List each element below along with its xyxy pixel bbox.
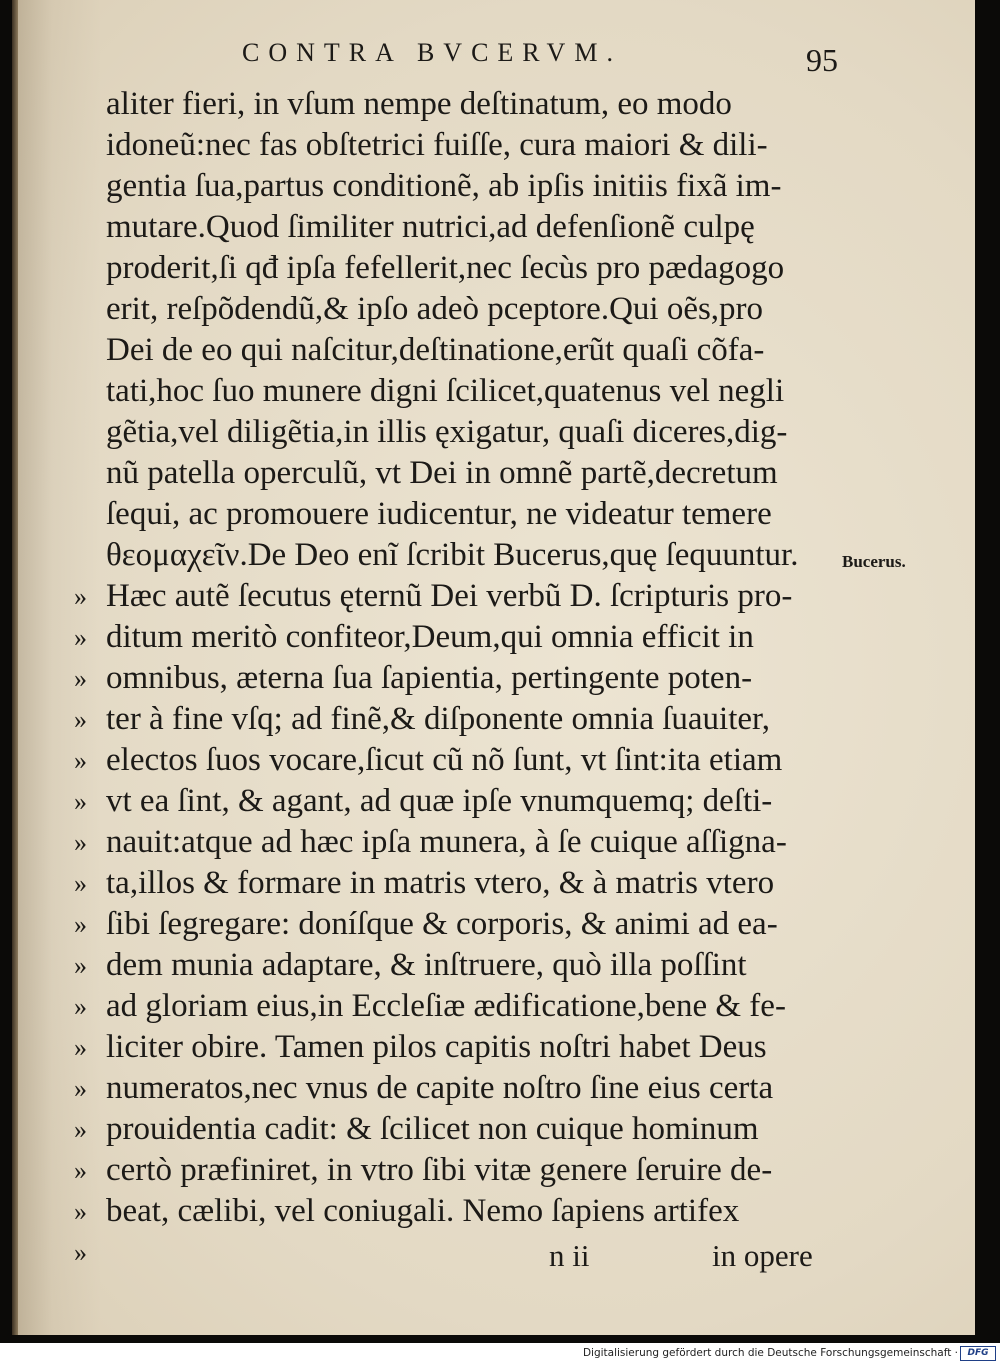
running-title: CONTRA BVCERVM.: [242, 38, 622, 67]
text-line: gentia ſua,partus conditionẽ, ab ipſis initiis fixã im-: [106, 168, 782, 204]
text-line: ditum meritò confiteor,Deum,qui omnia efficit in: [106, 619, 754, 655]
text-line: Dei de eo qui naſcitur,deſtinatione,erũt quaſi cõfa-: [106, 332, 765, 368]
text-line: ta,illos & formare in matris vtero, & à matris vtero: [106, 865, 775, 901]
text-line: mutare.Quod ſimiliter nutrici,ad defenſionẽ culpę: [106, 209, 755, 245]
quote-mark: »: [74, 869, 87, 898]
footer-credit: Digitalisierung gefördert durch die Deutsche Forschungsgemeinschaft ·: [582, 1347, 958, 1359]
text-line: electos ſuos vocare,ſicut cũ nõ ſunt, vt ſint:ita etiam: [106, 742, 783, 778]
quote-mark: »: [74, 828, 87, 857]
catchword: in opere: [712, 1238, 813, 1273]
text-line: numeratos,nec vnus de capite noſtro ſine eius certa: [106, 1070, 774, 1106]
text-line: certò præfiniret, in vtro ſibi vitæ genere ſeruire de-: [106, 1152, 773, 1188]
text-line: proderit,ſi qđ ipſa fefellerit,nec ſecùs pro pædagogo: [106, 250, 785, 286]
quote-mark: »: [74, 1238, 87, 1267]
text-line: ter à fine vſq; ad finẽ,& diſponente omnia ſuauiter,: [106, 701, 770, 737]
page-gutter: [12, 0, 18, 1335]
text-line: tati,hoc ſuo munere digni ſcilicet,quatenus vel negli: [106, 373, 785, 409]
quote-mark: »: [74, 705, 87, 734]
text-line: Hæc autẽ ſecutus ęternũ Dei verbũ D. ſcripturis pro-: [106, 578, 793, 614]
text-line: ſibi ſegregare: doníſque & corporis, & animi ad ea-: [106, 906, 778, 942]
text-line: gẽtia,vel diligẽtia,in illis ęxigatur, quaſi diceres,dig-: [106, 414, 788, 450]
text-line: aliter fieri, in vſum nempe deſtinatum, eo modo: [106, 86, 732, 122]
quote-mark: »: [74, 951, 87, 980]
margin-note: Bucerus.: [842, 552, 906, 571]
text-line: vt ea ſint, & agant, ad quæ ipſe vnumquemq; deſti-: [106, 783, 773, 819]
quote-mark: »: [74, 787, 87, 816]
page-number: 95: [806, 42, 838, 78]
quote-mark: »: [74, 910, 87, 939]
text-line: beat, cælibi, vel coniugali. Nemo ſapiens artifex: [106, 1193, 740, 1229]
quote-mark: »: [74, 746, 87, 775]
text-line: erit, reſpõdendũ,& ipſo adeò pceptore.Qui oẽs,pro: [106, 291, 764, 327]
text-line: ſequi, ac promouere iudicentur, ne videatur temere: [106, 496, 772, 532]
quote-mark: »: [74, 1074, 87, 1103]
quote-mark: »: [74, 992, 87, 1021]
quote-mark: »: [74, 1156, 87, 1185]
text-line: prouidentia cadit: & ſcilicet non cuique hominum: [106, 1111, 759, 1147]
text-line: dem munia adaptare, & inſtruere, quò illa poſſint: [106, 947, 747, 983]
quote-mark: »: [74, 1115, 87, 1144]
text-line: θεομαχεῖν.De Deo enĩ ſcribit Bucerus,quę ſequuntur.: [106, 537, 799, 573]
dfg-logo: DFG: [960, 1346, 996, 1361]
signature-mark: n ii: [549, 1238, 590, 1273]
quote-mark: »: [74, 1033, 87, 1062]
page-header: [242, 36, 842, 76]
text-line: ad gloriam eius,in Eccleſiæ ædificatione,bene & fe-: [106, 988, 786, 1024]
book-page: [12, 0, 975, 1335]
text-line: nauit:atque ad hæc ipſa munera, à ſe cuique aſſigna-: [106, 824, 787, 860]
text-line: liciter obire. Tamen pilos capitis noſtri habet Deus: [106, 1029, 767, 1065]
quote-mark: »: [74, 1197, 87, 1226]
footer-bar: [0, 1343, 1000, 1363]
quote-mark: »: [74, 582, 87, 611]
quote-mark: »: [74, 623, 87, 652]
text-line: omnibus, æterna ſua ſapientia, pertingente poten-: [106, 660, 753, 696]
quote-mark: »: [74, 664, 87, 693]
text-line: idoneũ:nec fas obſtetrici fuiſſe, cura maiori & dili-: [106, 127, 768, 163]
text-line: nũ patella operculũ, vt Dei in omnẽ partẽ,decretum: [106, 455, 778, 491]
